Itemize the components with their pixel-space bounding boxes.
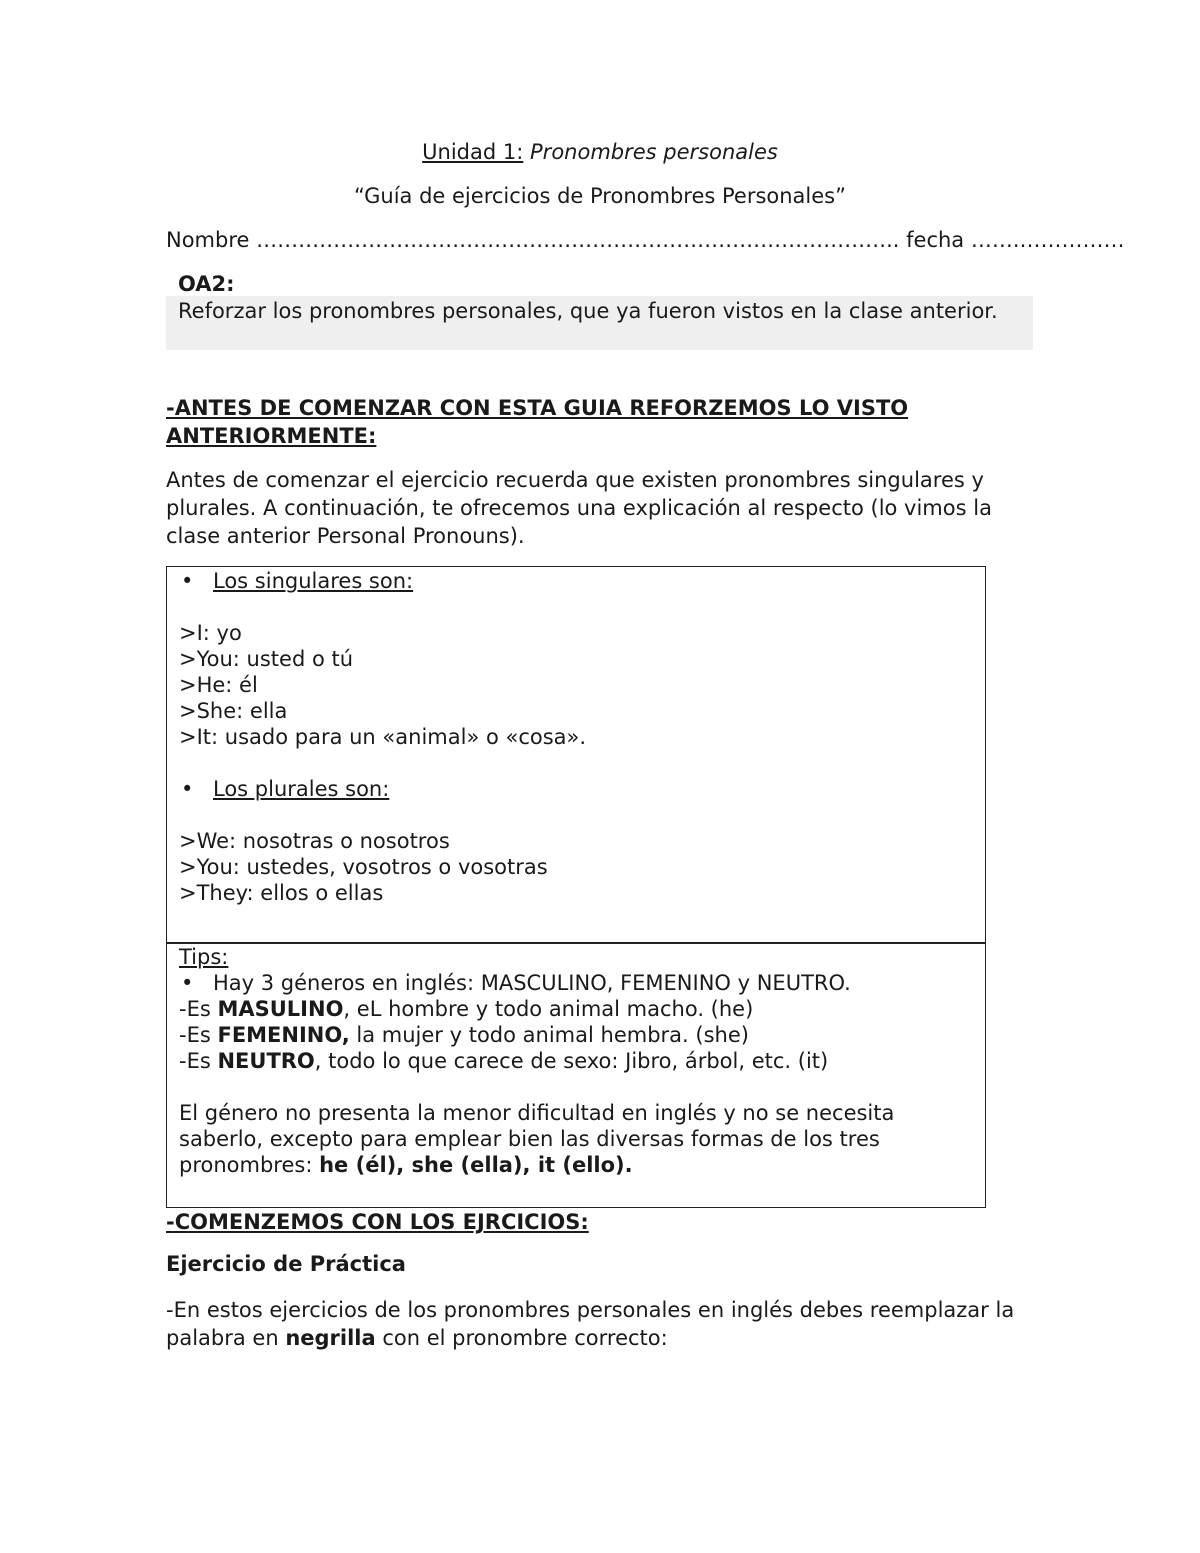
tips-paragraph-line: El género no presenta la menor dificultad en inglés y no se necesita — [179, 1101, 895, 1125]
tips-box — [166, 942, 986, 1208]
plural-heading-item — [181, 777, 390, 801]
pronoun-line: >She: ella — [179, 699, 288, 723]
tip-rest: , eL hombre y todo animal macho. (he) — [343, 997, 754, 1021]
tip-prefix: pronombres: — [179, 1153, 320, 1177]
tip-bold: NEUTRO — [217, 1049, 315, 1073]
instr-bold: negrilla — [285, 1326, 376, 1350]
exercises-heading: -COMENZEMOS CON LOS EJRCICIOS: — [166, 1210, 589, 1234]
exercise-title: Ejercicio de Práctica — [166, 1252, 406, 1276]
bullet-icon: • — [181, 971, 194, 995]
plural-heading: Los plurales son: — [213, 777, 390, 801]
tip-masculine — [179, 997, 753, 1021]
tip-prefix: -Es — [179, 1023, 218, 1047]
tip-feminine — [179, 1023, 749, 1047]
tips-bullet-text: Hay 3 géneros en inglés: MASCULINO, FEMENINO y NEUTRO. — [213, 971, 851, 995]
review-heading-line2: ANTERIORMENTE: — [166, 424, 377, 448]
review-heading-line1: -ANTES DE COMENZAR CON ESTA GUIA REFORZEMOS LO VISTO — [166, 396, 909, 420]
instr-prefix: -En estos ejercicios de los pronombres personales en inglés debes reemplazar la palabra en — [166, 1298, 1015, 1350]
tip-rest: , todo lo que carece de sexo: Jibro, árbol, etc. (it) — [314, 1049, 829, 1073]
bullet-icon: • — [181, 569, 194, 593]
review-intro: Antes de comenzar el ejercicio recuerda que existen pronombres singulares y plurales. A continuación, te ofrecemos una explicación al respecto (lo vimos la clase anterior Personal Pronouns). — [166, 468, 992, 548]
tip-bold: MASULINO — [217, 997, 344, 1021]
name-date-line: Nombre ……………………………………………………………………………….. fecha …….…………… — [166, 228, 1125, 252]
singular-heading: Los singulares son: — [213, 569, 414, 593]
unit-topic: Pronombres personales — [530, 140, 778, 164]
tip-bold: FEMENINO, — [217, 1023, 350, 1047]
objective-code: OA2: — [178, 272, 235, 296]
pronoun-line: >I: yo — [179, 621, 242, 645]
tip-prefix: -Es — [179, 997, 218, 1021]
pronoun-line: >We: nosotras o nosotros — [179, 829, 450, 853]
bullet-icon: • — [181, 777, 194, 801]
pronoun-line: >He: él — [179, 673, 258, 697]
exercise-instructions — [166, 1296, 1036, 1352]
objective-text: Reforzar los pronombres personales, que ya fueron vistos en la clase anterior. — [178, 299, 998, 323]
pronoun-line: >They: ellos o ellas — [179, 881, 384, 905]
tips-paragraph-line — [179, 1153, 633, 1177]
tip-prefix: -Es — [179, 1049, 218, 1073]
unit-label: Unidad 1: — [422, 140, 524, 164]
tips-heading: Tips: — [179, 945, 229, 969]
tips-paragraph-line: saberlo, excepto para emplear bien las diversas formas de los tres — [179, 1127, 880, 1151]
tips-bullet-item — [181, 971, 851, 995]
pronoun-line: >You: ustedes, vosotros o vosotras — [179, 855, 548, 879]
unit-title — [0, 140, 1200, 164]
tip-bold: he (él), she (ella), it (ello). — [319, 1153, 633, 1177]
pronoun-line: >You: usted o tú — [179, 647, 354, 671]
pronoun-line: >It: usado para un «animal» o «cosa». — [179, 725, 587, 749]
tip-neuter — [179, 1049, 828, 1073]
pronouns-table — [166, 566, 986, 944]
instr-suffix: con el pronombre correcto: — [375, 1326, 668, 1350]
guide-title: “Guía de ejercicios de Pronombres Personales” — [354, 184, 846, 208]
singular-heading-item — [181, 569, 414, 593]
tip-rest: la mujer y todo animal hembra. (she) — [349, 1023, 749, 1047]
